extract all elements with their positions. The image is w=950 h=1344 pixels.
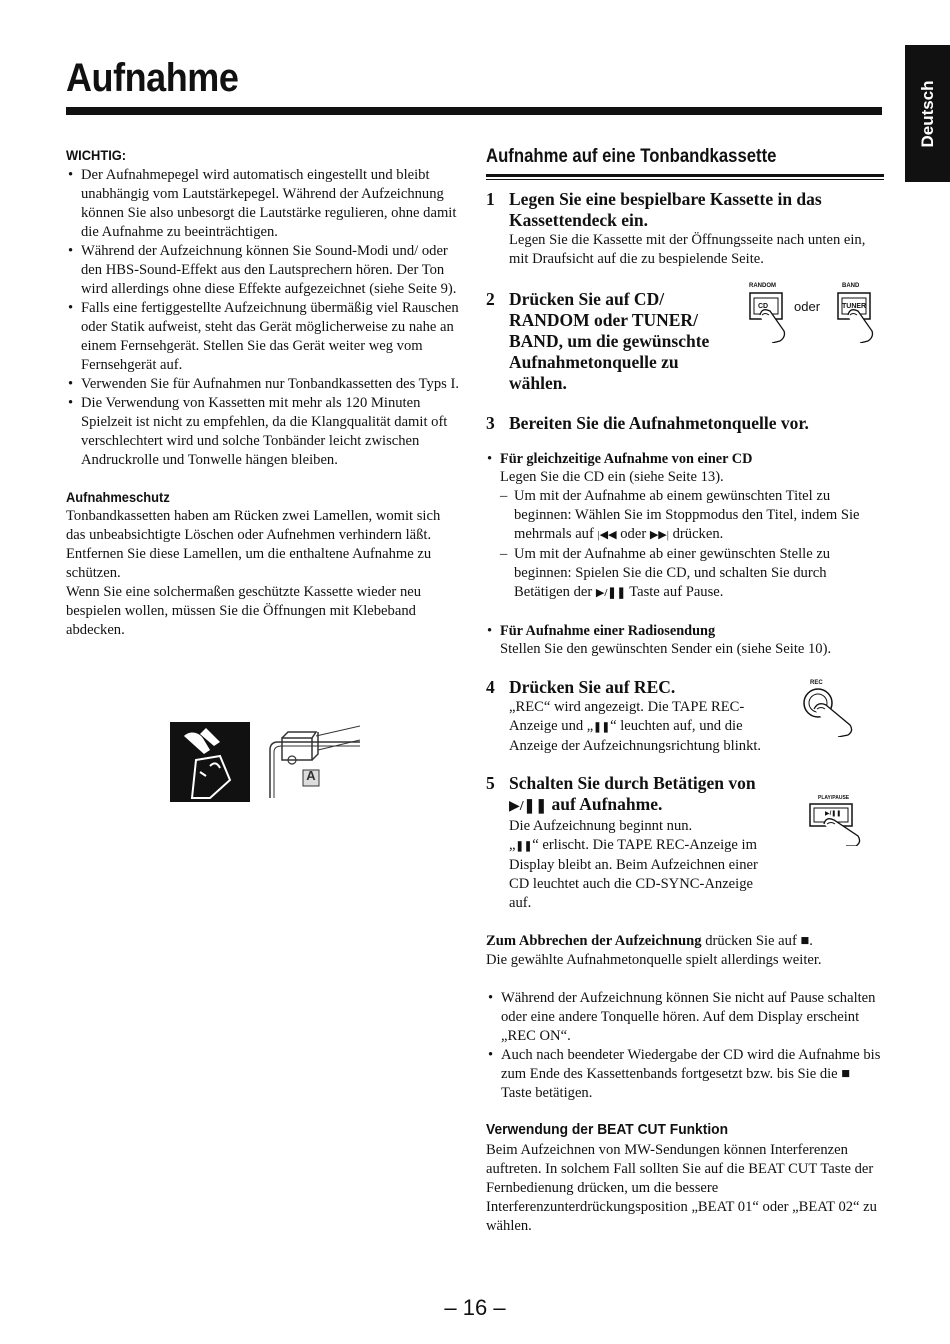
- step-text-part: “ erlischt. Die TAPE REC-Anzeige im Display bleibt an. Beim Aufzeichnen einer CD leuchtet auch die CD-SYNC-Anzeige auf.: [509, 837, 758, 911]
- step-number: 1: [486, 189, 495, 209]
- step-title: Drücken Sie auf CD/ RANDOM oder TUNER/ BAND, um die gewünschte Aufnahmetonquelle zu wählen.: [509, 289, 710, 393]
- step-number: 3: [486, 413, 495, 433]
- list-item-text: drücken.: [668, 526, 724, 542]
- finger-press-icon: [808, 802, 868, 846]
- beat-cut-heading: Verwendung der BEAT CUT Funktion: [486, 1121, 729, 1138]
- list-item: • Die Verwendung von Kassetten mit mehr als 120 Minuten Spielzeit ist nicht zu empfehlen, da die Klangqualität damit oft verschlechtert wird und solche Tonbänder leicht zwischen Andruckrolle und Tonwelle hängen bleiben.: [66, 394, 462, 470]
- step-title: Drücken Sie auf REC.: [509, 677, 676, 697]
- left-column: [66, 147, 462, 640]
- next-track-icon: ▶▶|: [649, 529, 669, 541]
- aufnahmeschutz-text: Tonbandkassetten haben am Rücken zwei Lamellen, womit sich das unbeabsichtigte Löschen oder Aufnehmen verhindern läßt.: [66, 508, 441, 543]
- aufnahmeschutz-text: Entfernen Sie diese Lamellen, um die enthaltene Aufnahme zu schützen.: [66, 546, 432, 581]
- beat-cut-text: Beim Aufzeichnen von MW-Sendungen können Interferenzen auftreten. In solchem Fall sollten Sie auf die BEAT CUT Taste der Fernbedienung drücken, um die bessere Interferenzunterdrückungsposition „BEAT 01“ oder „BEAT 02“ zu wählen.: [486, 1142, 877, 1234]
- cd-option-heading: Für gleichzeitige Aufnahme von einer CD: [500, 451, 753, 467]
- abort-text-bold: Zum Abbrechen der Aufzeichnung: [486, 933, 702, 949]
- step-number: 2: [486, 289, 495, 309]
- cassette-tab-illustration: [170, 720, 360, 802]
- pause-icon: ❚❚: [593, 722, 611, 733]
- step-title: Bereiten Sie die Aufnahmetonquelle vor.: [509, 413, 809, 433]
- tuner-button-label: TUNER: [842, 303, 867, 310]
- step-1: [486, 189, 884, 269]
- step-text-part: „REC“ wird angezeigt. Die TAPE REC-Anzeige und „: [509, 699, 745, 734]
- step-title-part: Schalten Sie durch Betätigen von: [509, 773, 756, 793]
- rec-button-illustration: [800, 680, 860, 736]
- list-item: [486, 487, 884, 545]
- step-text: [509, 836, 769, 913]
- list-item-text: Um mit der Aufnahme ab einer gewünschten Stelle zu beginnen: Spielen Sie die CD, und schalten Sie durch Betätigen der: [514, 546, 831, 600]
- finger-press-icon: [836, 291, 876, 343]
- list-item-text: Um mit der Aufnahme ab einem gewünschten Titel zu beginnen: Wählen Sie im Stoppmodus den Titel, indem Sie mehrmals auf: [514, 488, 860, 542]
- radio-option: [486, 623, 884, 659]
- notes-list: [486, 989, 884, 1103]
- section-rule: [486, 174, 884, 177]
- list-item: • Falls eine fertiggestellte Aufzeichnung übermäßig viel Rauschen oder Statik aufweist, steht das Gerät möglicherweise zu nahe an einem Fernsehgerät. Stellen Sie das Gerät weiter weg vom Fernsehgerät auf.: [66, 299, 462, 375]
- abort-text: [486, 932, 884, 951]
- step-2: [486, 289, 884, 394]
- play-pause-icon: ▶/❚❚: [509, 799, 548, 814]
- cd-option-list: [486, 487, 884, 603]
- radio-option-heading: Für Aufnahme einer Radiosendung: [500, 623, 716, 639]
- tuner-band-button-illustration: [836, 283, 876, 343]
- page-title: Aufnahme: [66, 56, 239, 100]
- previous-track-icon: |◀◀: [597, 529, 617, 541]
- title-rule: [66, 107, 882, 115]
- wichtig-heading: WICHTIG:: [66, 147, 127, 163]
- step-title-part: auf Aufnahme.: [547, 794, 663, 814]
- play-pause-label: PLAY/PAUSE: [818, 795, 850, 801]
- cd-random-button-illustration: [748, 283, 788, 343]
- play-pause-symbol: ▶/❚❚: [825, 811, 842, 817]
- step-text: [509, 698, 764, 756]
- play-pause-button-illustration: [808, 795, 868, 845]
- language-tab-label: Deutsch: [917, 79, 937, 148]
- band-label: BAND: [842, 283, 860, 289]
- step-text: Die Aufzeichnung beginnt nun.: [509, 818, 693, 834]
- language-tab: [905, 45, 950, 182]
- list-item: [486, 545, 884, 603]
- step-title: [509, 773, 769, 817]
- finger-press-icon: [748, 291, 788, 343]
- aufnahmeschutz-heading: Aufnahmeschutz: [66, 489, 170, 505]
- step-text-part: “ leuchten auf, und die Anzeige der Aufzeichnungsrichtung blinkt.: [509, 718, 762, 754]
- page-number: – 16 –: [444, 1295, 506, 1320]
- step-text-part: „: [509, 837, 516, 853]
- random-label: RANDOM: [749, 283, 776, 289]
- abort-text-rest: drücken Sie auf ■.: [701, 933, 813, 949]
- bullet: •: [487, 451, 493, 467]
- list-item: • Verwenden Sie für Aufnahmen nur Tonbandkassetten des Typs I.: [66, 375, 462, 394]
- aufnahmeschutz-text: Wenn Sie eine solchermaßen geschützte Kassette wieder neu bespielen wollen, müssen Sie die Öffnungen mit Klebeband abdecken.: [66, 584, 422, 638]
- list-item-text: Taste auf Pause.: [625, 584, 724, 600]
- section-heading: Aufnahme auf eine Tonbandkassette: [486, 146, 777, 167]
- radio-option-text: Stellen Sie den gewünschten Sender ein (siehe Seite 10).: [500, 641, 832, 657]
- cd-option-text: Legen Sie die CD ein (siehe Seite 13).: [500, 469, 724, 485]
- bullet: •: [487, 623, 493, 639]
- section-rule-thin: [486, 179, 884, 180]
- oder-label: oder: [794, 299, 821, 314]
- cd-button-label: CD: [758, 303, 769, 310]
- abort-text-line2: Die gewählte Aufnahmetonquelle spielt allerdings weiter.: [486, 952, 822, 968]
- list-item: • Während der Aufzeichnung können Sie Sound-Modi und/ oder den HBS-Sound-Effekt aus den Lautsprechern hören. Der Ton wird allerdings ohne diese Effekte aufgezeichnet (siehe Seite 9).: [66, 242, 462, 299]
- step-title: Legen Sie eine bespielbare Kassette in das Kassettendeck ein.: [509, 189, 822, 230]
- list-item-text: oder: [616, 526, 650, 542]
- play-pause-icon: ▶/❚❚: [595, 587, 626, 599]
- step-3: [486, 413, 884, 434]
- step-text: Legen Sie die Kassette mit der Öffnungsseite nach unten ein, mit Draufsicht auf die zu bespielende Seite.: [509, 232, 866, 267]
- wichtig-list: [66, 166, 462, 470]
- list-item: • Während der Aufzeichnung können Sie nicht auf Pause schalten oder eine andere Tonquelle hören. Auf dem Display erscheint „REC ON“.: [486, 989, 884, 1046]
- rec-button-icon: [800, 687, 860, 737]
- cassette-tab-icon: [170, 720, 360, 802]
- step-number: 5: [486, 773, 495, 793]
- pause-icon: ❚❚: [515, 841, 533, 852]
- list-item: • Der Aufnahmepegel wird automatisch eingestellt und bleibt unabhängig vom Lautstärkepegel. Während der Aufzeichnung können Sie also unbesorgt die Lautstärke regulieren, ohne damit die Aufnahme zu beeinträchtigen.: [66, 166, 462, 242]
- list-item: • Auch nach beendeter Wiedergabe der CD wird die Aufnahme bis zum Ende des Kassettenbands fortgesetzt bzw. bis Sie die ■ Taste betätigen.: [486, 1046, 884, 1103]
- rec-label: REC: [810, 680, 823, 686]
- cassette-side-label: A: [306, 768, 316, 783]
- step-number: 4: [486, 677, 495, 697]
- cd-option: [486, 451, 884, 487]
